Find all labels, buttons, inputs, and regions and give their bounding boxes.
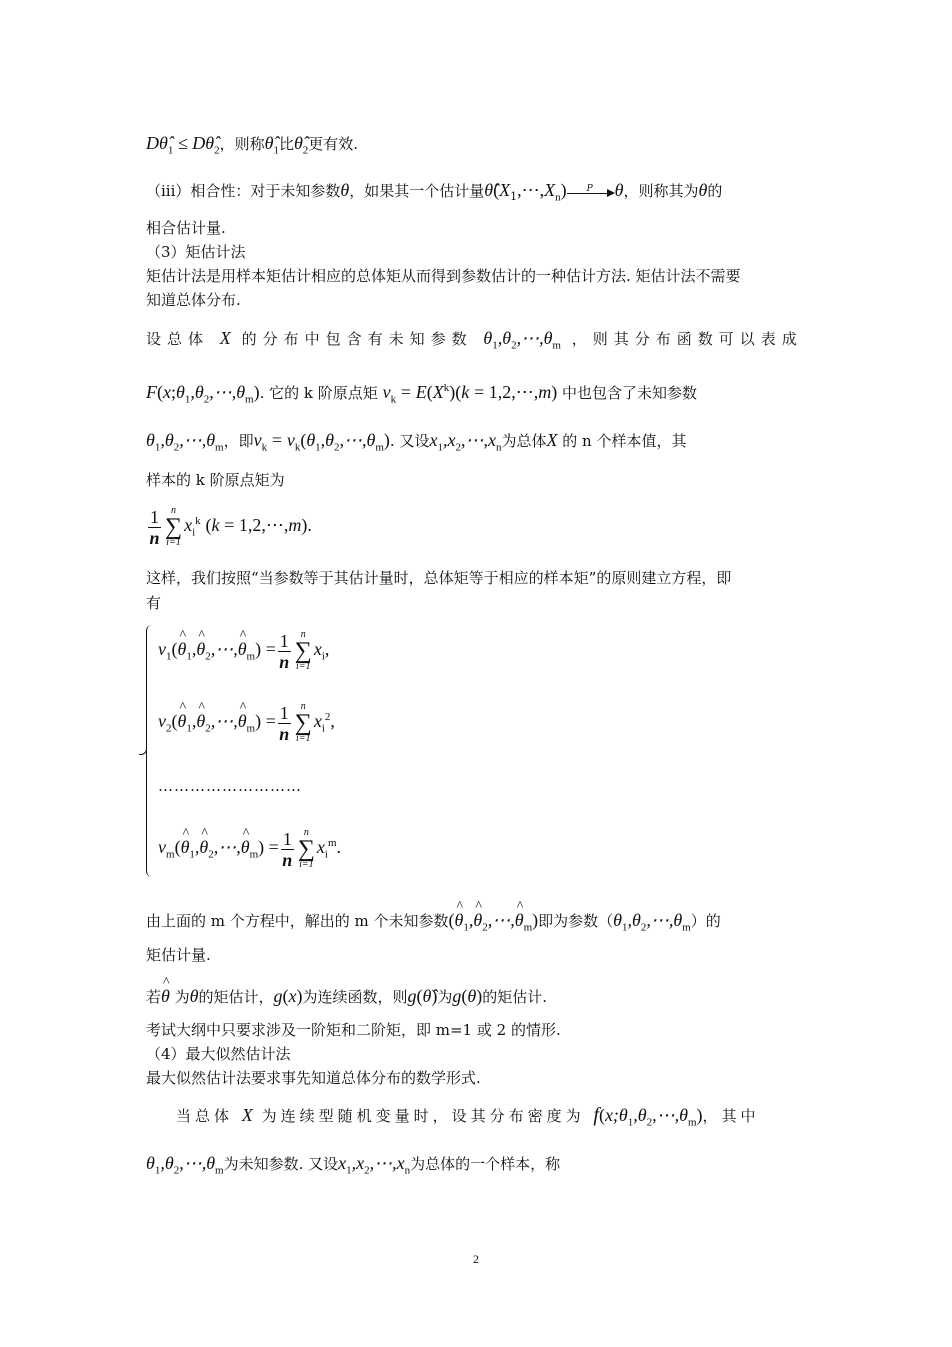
section-heading: （3）矩估计法 (146, 243, 246, 261)
paragraph-line: 当总体 X 为连续型随机变量时，设其分布密度为 $f(x;\theta_1,\theta_2,\cdots,\theta_m)$，其中 (176, 1104, 760, 1129)
paragraph-line: $F(x;\theta_1,\theta_2,\cdots,\theta_m)$. 它的 k 阶原点矩 $v_k = E(X^k)(k$ = 1,2,⋯,m) 中也包含了未知参数 (146, 382, 698, 406)
paragraph-line: 由上面的 m 个方程中，解出的 m 个未知参数(^ $\theta_1,\^{}$ $\theta_2,\cdots,\^{}$ $\theta_m$)即为参数$(\theta_1,\theta_2,\cdots,\theta_m)$的 (146, 910, 721, 938)
sample-moment-formula: $\frac{1}{n}$ n ∑ i=1 $x_i^k$ (k = 1,2,⋯,m). (149, 505, 312, 548)
left-brace-icon (146, 625, 155, 877)
efficiency-condition-line: $D\thetâ_1$ ≤ $D\thetâ_2$，则称$\thetâ_1$比$\thetâ_2$更有效. (146, 133, 359, 157)
paragraph-line: $\theta_1,\theta_2,\cdots,\theta_m$，即$v_k$ = $v_k(\theta_1,\theta_2,\cdots,\theta_m)$. 又设$x_1,x_2,\cdots,x_n$为总体X 的 n 个样本值，其 (146, 430, 687, 454)
paragraph-line: 有 (146, 594, 162, 612)
section-heading: （4）最大似然估计法 (146, 1045, 291, 1063)
paragraph-line: 样本的 k 阶原点矩为 (146, 471, 285, 489)
consistency-line: （iii）相合性：对于未知参数θ，如果其一个估计量$\thetâ(X_1,\cdots,X_n)$ P θ，则称其为θ的 (146, 180, 723, 204)
equation-2: $v_2(\^{}$ $\theta_1,\^{}$ $\theta_2,\cdots,\^{}$ $\theta_m$) = $\frac{1}{n}$ n ∑ i=1 $x_i^2$, (158, 702, 335, 744)
paragraph-line: 矩估计法是用样本矩估计相应的总体矩从而得到参数估计的一种估计方法. 矩估计法不需要 (146, 267, 741, 285)
ellipsis-row: ……………………… (158, 777, 302, 795)
paragraph-line: 矩估计量. (146, 946, 211, 964)
paragraph-line: $\theta_1,\theta_2,\cdots,\theta_m$为未知参数. 又设$x_1,x_2,\cdots,x_n$为总体的一个样本，称 (146, 1153, 561, 1177)
page-number: 2 (473, 1252, 479, 1266)
paragraph-line: 知道总体分布. (146, 291, 241, 309)
equation-1: $v_1(\^{}$ $\theta_1,\^{}$ $\theta_2,\cdots,\^{}$ $\theta_m$) = $\frac{1}{n}$ n ∑ i=1 $x_i$, (158, 630, 329, 672)
equation-m: $v_m(\^{}$ $\theta_1,\^{}$ $\theta_2,\cdots,\^{}$ $\theta_m$) = $\frac{1}{n}$ n ∑ i=1 $x_i^m$. (158, 828, 341, 870)
convergence-arrow-icon: P (567, 185, 615, 199)
paragraph-line: 这样，我们按照“当参数等于其估计量时，总体矩等于相应的样本矩”的原则建立方程，即 (146, 569, 732, 587)
paragraph-line: 若^ θ 为θ的矩估计，g(x)为连续函数，则g(θ̂)为g(θ)的矩估计. (146, 986, 547, 1007)
paragraph-line: 相合估计量. (146, 219, 226, 237)
paragraph-line: 最大似然估计法要求事先知道总体分布的数学形式. (146, 1069, 481, 1087)
paragraph-line: 设总体 X 的分布中包含有未知参数 $\theta_1,\theta_2,\cdots,\theta_m$ ，则其分布函数可以表成 (146, 328, 803, 352)
paragraph-line: 考试大纲中只要求涉及一阶矩和二阶矩，即 m=1 或 2 的情形. (146, 1021, 561, 1039)
